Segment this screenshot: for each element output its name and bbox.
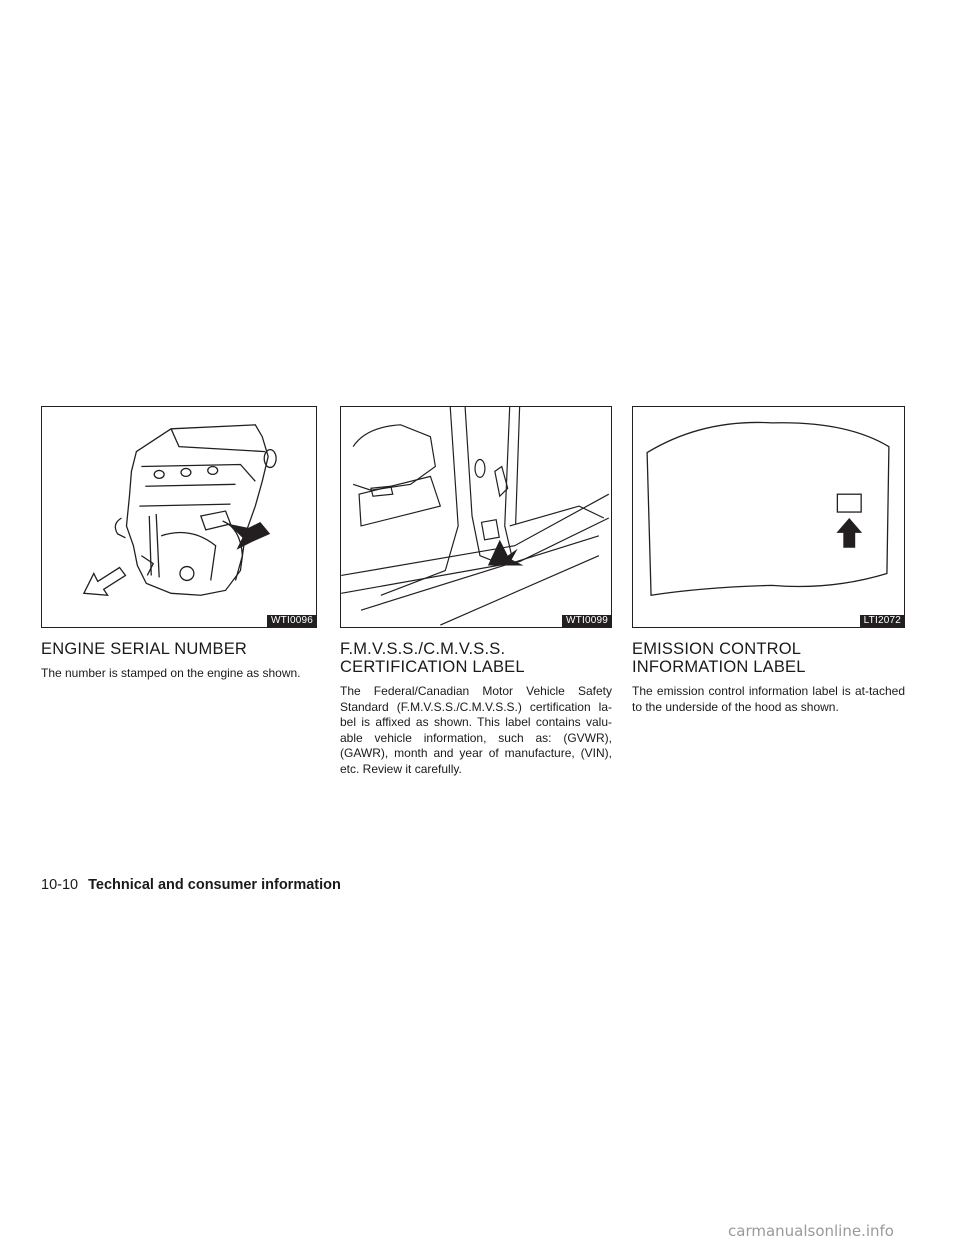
engine-illustration [42, 407, 316, 627]
heading-line: EMISSION CONTROL [632, 640, 802, 658]
hood-figure [632, 406, 905, 628]
section-body: The Federal/Canadian Motor Vehicle Safety Standard (F.M.V.S.S./C.M.V.S.S.) certification la-bel is affixed as shown. This label contains valu-able vehicle information, such as: (GVWR), (GAWR), month and year of manufacture, (VIN), etc. Review it carefully. [340, 684, 612, 776]
engine-figure [41, 406, 317, 628]
section-heading [340, 640, 612, 676]
section-heading [632, 640, 905, 676]
heading-line: CERTIFICATION LABEL [340, 658, 525, 676]
section-body: The emission control information label is at-tached to the underside of the hood as shown. [632, 684, 905, 714]
door-pillar-figure [340, 406, 612, 628]
page-footer [41, 877, 341, 893]
footer-section-title: Technical and consumer information [88, 877, 341, 893]
heading-line: INFORMATION LABEL [632, 658, 806, 676]
figure-id-label: WTI0099 [562, 615, 611, 627]
door-pillar-illustration [341, 407, 611, 627]
section-heading [41, 640, 317, 658]
figure-id-label: WTI0096 [267, 615, 316, 627]
hood-underside-illustration [633, 407, 904, 627]
heading-line: ENGINE SERIAL NUMBER [41, 640, 248, 658]
section-emission-label [632, 406, 905, 715]
section-certification-label [340, 406, 612, 778]
heading-line: F.M.V.S.S./C.M.V.S.S. [340, 640, 506, 658]
section-engine-serial [41, 406, 317, 682]
watermark-link[interactable]: carmanualsonline.info [728, 1222, 894, 1240]
page-number: 10-10 [41, 877, 79, 893]
section-body: The number is stamped on the engine as shown. [41, 666, 301, 680]
figure-id-label: LTI2072 [860, 615, 904, 627]
